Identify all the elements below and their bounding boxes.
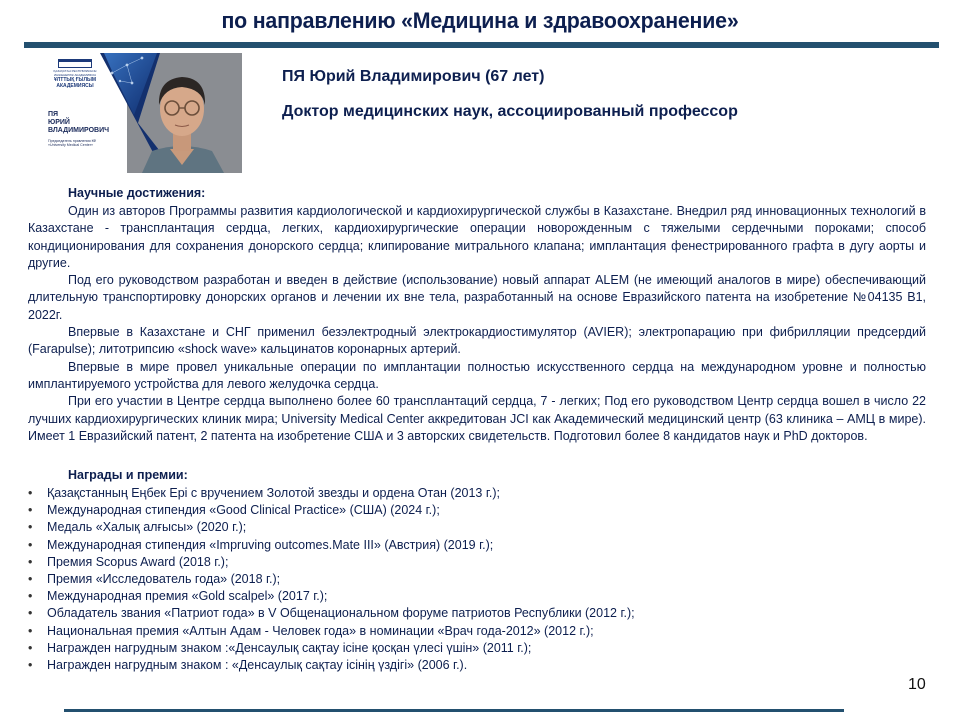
logo-title: ҰЛТТЫҚ ҒЫЛЫМ [53,77,97,83]
bullet-icon: • [28,572,33,587]
award-text: Национальная премия «Алтын Адам - Человек года» в номинации «Врач года-2012» (2012 г.); [47,623,594,638]
bullet-icon: • [28,589,33,604]
page-number: 10 [908,676,926,693]
bullet-icon: • [28,503,33,518]
bullet-icon: • [28,537,33,552]
bullet-icon: • [28,520,33,535]
card-caption-line: Председатель правления КФ [48,139,97,143]
bullet-icon: • [28,486,33,500]
footer-divider [64,709,844,712]
award-item [28,537,888,554]
logo-text-line: ҚАЗАҚСТАН РЕСПУБЛИКАСЫ [53,69,97,73]
award-item [28,502,888,519]
slide-title: по направлению «Медицина и здравоохранение» [221,8,739,33]
card-person-name [48,111,109,135]
achievement-paragraph: Под его руководством разработан и введен в действие (использование) новый аппарат ALEM (не имеющий аналогов в мире) обеспечивающий длительную транспортировку донорских органов и лечении их вне тела, разработанный на основе Евразийского патента на изобретение №04135 B1, 2022г. [28,273,926,322]
card-name-line: ВЛАДИМИРОВИЧ [48,127,110,134]
award-text: Обладатель звания «Патриот года» в V Общенациональном форуме патриотов Республики (2012 г.); [47,606,635,621]
award-text: Международная премия «Gold scalpel» (2017 г.); [47,589,328,604]
award-item [28,571,888,588]
card-name-line: ЮРИЙ [48,119,70,126]
achievements-heading: Научные достижения: [68,186,206,200]
award-item [28,605,888,622]
portrait-card [42,53,242,173]
academy-building-icon [58,59,92,68]
award-item [28,485,888,502]
bullet-icon: • [28,640,33,655]
awards-list [28,485,888,674]
award-item [28,640,888,657]
bullet-icon: • [28,658,33,673]
awards-heading: Награды и премии: [68,468,188,482]
award-text: Международная стипендия «Good Clinical Practice» (США) (2024 г.); [47,503,440,518]
achievements-body [28,203,926,445]
award-item [28,519,888,536]
person-degree: Доктор медицинских наук, ассоциированный профессор [282,103,738,120]
title-divider [24,42,939,48]
person-name: ПЯ Юрий Владимирович (67 лет) [282,68,545,85]
card-caption [48,139,124,148]
bullet-icon: • [28,623,33,638]
award-text: Қазақстанның Еңбек Ері с вручением Золотой звезды и ордена Отан (2013 г.); [47,486,500,500]
academy-logo [50,59,100,89]
card-caption-line: «University Medical Center» [48,143,93,148]
award-text: Награжден нагрудным знаком : «Денсаулық сақтау ісінің үздігі» (2006 г.). [47,658,468,673]
achievement-paragraph: Впервые в Казахстане и СНГ применил безэлектродный электрокардиостимулятор (AVIER); электропарацию при фибрилляции предсердий (Farapulse); литотрипсию «shock wave» кальцинатов коронарных артерий. [28,325,926,357]
bullet-icon: • [28,554,33,569]
award-text: Награжден нагрудным знаком :«Денсаулық сақтау ісіне қосқан үлесі үшін» (2011 г.); [47,640,532,655]
bullet-icon: • [28,606,33,621]
award-text: Премия «Исследователь года» (2018 г.); [47,572,281,587]
award-item [28,623,888,640]
logo-title: АКАДЕМИЯСЫ [56,83,94,89]
award-text: Премия Scopus Award (2018 г.); [47,554,229,569]
achievement-paragraph: При его участии в Центре сердца выполнено более 60 трансплантаций сердца, 7 - легких; Под его руководством Центр сердца вошел в число 22 лучших кардиохирургических клиник мира; University Medical Center аккредитован JCI как Академический медицинский центр (63 клиника – АМЦ в мире). Имеет 1 Евразийский патент, 2 патента на изобретение США и 3 авторских свидетельств. Подготовил более 8 кандидатов наук и PhD докторов. [28,394,926,443]
card-name-line: ПЯ [48,111,59,118]
logo-text-line: ИНЖЕНЕРЛІК АКАДЕМИЯСЫ [53,72,96,77]
achievement-paragraph: Один из авторов Программы развития кардиологической и кардиохирургической службы в Казахстане. Внедрил ряд инновационных технологий в Казахстане - трансплантация сердца, легких, кардиохирургические операции новорожденным с тяжелыми сердечными пороками; способ кондиционирования для сохранения донорского сердца; клипирование митрального клапана; имплантация фенестрированного графта в дугу аорты и другие. [28,204,926,270]
award-item [28,588,888,605]
award-item [28,554,888,571]
award-text: Медаль «Халық алғысы» (2020 г.); [47,520,247,535]
award-item [28,657,888,674]
award-text: Международная стипендия «Impruving outcomes.Mate III» (Австрия) (2019 г.); [47,537,494,552]
achievement-paragraph: Впервые в мире провел уникальные операции по имплантации полностью искусственного сердца на международном уровне и полностью имплантируемого устройства для левого желудочка сердца. [28,359,926,391]
